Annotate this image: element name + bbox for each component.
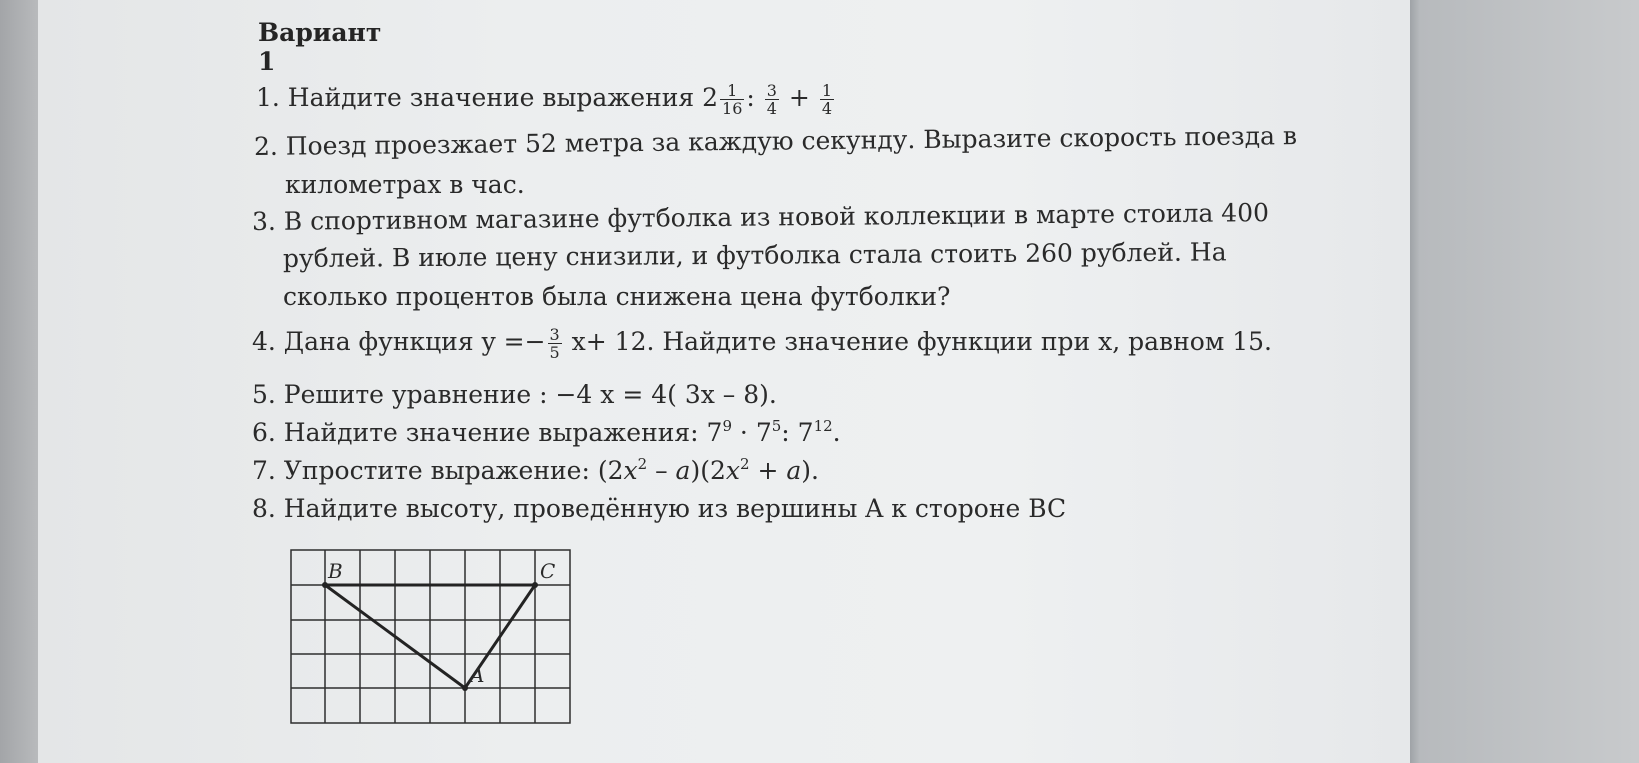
task-3-line-3: сколько процентов была снижена цена футболки?: [283, 282, 951, 311]
vertex-c: [532, 582, 538, 588]
page-title: Вариант 1: [258, 18, 382, 76]
task-5: 5. Решите уравнение : −4 x = 4( 3x – 8).: [252, 380, 777, 409]
fraction-3-4: $\frac{3}{4}$: [766, 81, 777, 118]
triangle-grid-figure: [290, 548, 580, 733]
task-2-line-2: километрах в час.: [285, 170, 525, 199]
task-8: 8. Найдите высоту, проведённую из вершины A к стороне BC: [252, 494, 1067, 523]
label-a: A: [470, 663, 485, 687]
task-3-line-1: 3. В спортивном магазине футболка из новой коллекции в марте стоила 400: [251, 198, 1270, 236]
fraction-3-5: $\frac{3}{5}$: [549, 325, 560, 362]
vertex-a: [462, 685, 468, 691]
task-6: 6. Найдите значение выражения: $7^9 \cdot 7^5$: $7^{12}$.: [252, 417, 841, 447]
fraction-1-16: $\frac{1}{16}$: [722, 81, 743, 118]
task-1: 1. Найдите значение выражения 2 $\frac{1}{16}$ : $\frac{3}{4}$ + $\frac{1}{4}$: [256, 81, 832, 118]
task-4: 4. Дана функция y =− $\frac{3}{5}$ x+ 12. Найдите значение функции при x, равном 15.: [252, 325, 1272, 362]
task-1-text: 1. Найдите значение выражения 2: [256, 83, 719, 112]
label-b: B: [328, 559, 343, 583]
task-7: 7. Упростите выражение: $(2x^2 - a)(2x^2 + a)$.: [252, 455, 819, 485]
task-3-line-2: рублей. В июле цену снизили, и футболка стала стоить 260 рублей. На: [282, 237, 1227, 273]
task-2-line-1: 2. Поезд проезжает 52 метра за каждую секунду. Выразите скорость поезда в: [253, 121, 1298, 161]
fraction-1-4: $\frac{1}{4}$: [821, 81, 832, 118]
label-c: C: [540, 559, 556, 583]
background-table: [1410, 0, 1639, 763]
